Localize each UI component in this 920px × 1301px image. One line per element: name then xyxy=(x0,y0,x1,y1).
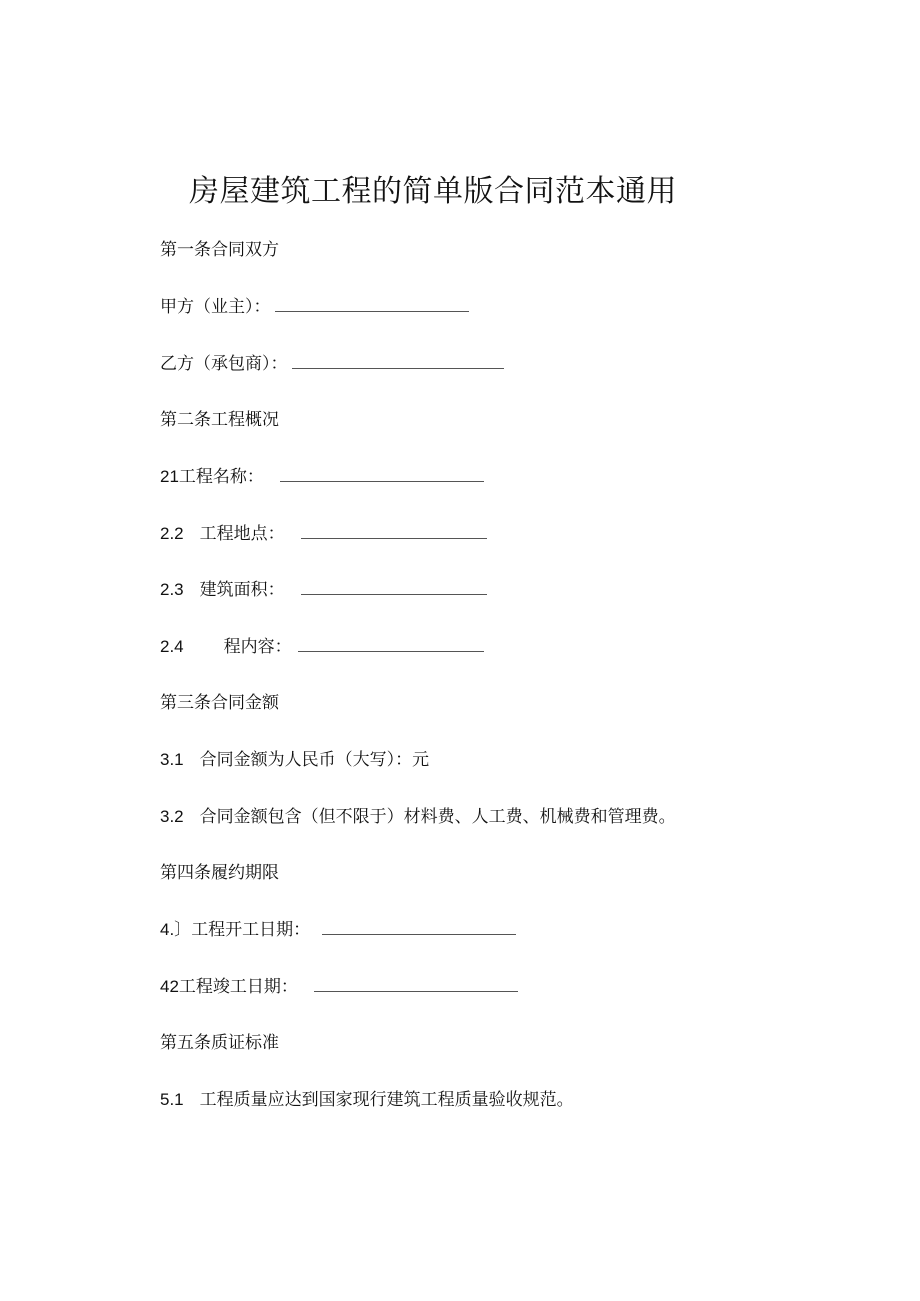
building-area-blank xyxy=(301,580,487,595)
party-b-label: 乙方（承包商）： xyxy=(160,354,288,374)
party-a-label: 甲方（业主）： xyxy=(160,297,271,317)
item-number: 2.4 xyxy=(160,637,184,656)
completion-date-blank xyxy=(314,977,518,992)
contract-amount-text: 合同金额为人民币（大写）：元 xyxy=(199,750,430,770)
contract-amount-line xyxy=(160,748,429,772)
item-number: 2.3 xyxy=(160,580,184,599)
project-location-line xyxy=(160,522,487,546)
project-name-line xyxy=(160,465,484,489)
item-number: 3.2 xyxy=(160,807,184,826)
start-date-blank xyxy=(322,920,516,935)
item-number: 2.2 xyxy=(160,524,184,543)
party-a-line xyxy=(160,295,469,319)
project-location-blank xyxy=(301,524,487,539)
item-number: 4.〕 xyxy=(160,920,192,939)
item-number: 21 xyxy=(160,467,179,486)
article-5-heading: 第五条质证标准 xyxy=(160,1033,279,1053)
article-2-heading: 第二条工程概况 xyxy=(160,410,279,430)
article-3-heading: 第三条合同金额 xyxy=(160,693,279,713)
project-name-blank xyxy=(280,467,484,482)
item-number: 42 xyxy=(160,977,179,996)
amount-scope-line xyxy=(160,805,676,829)
start-date-label: 工程开工日期： xyxy=(191,920,311,940)
start-date-line xyxy=(160,918,516,942)
building-area-line xyxy=(160,578,487,602)
project-content-label: 程内容： xyxy=(223,637,292,657)
party-b-line xyxy=(160,352,504,376)
document-title: 房屋建筑工程的简单版合同范本通用 xyxy=(189,174,677,209)
completion-date-line xyxy=(160,975,518,999)
building-area-label: 建筑面积： xyxy=(199,580,285,600)
party-a-blank xyxy=(275,297,469,312)
project-content-blank xyxy=(298,637,484,652)
item-number: 3.1 xyxy=(160,750,184,769)
project-name-label: 工程名称： xyxy=(178,467,264,487)
party-b-blank xyxy=(292,354,504,369)
completion-date-label: 工程竣工日期： xyxy=(178,977,298,997)
project-location-label: 工程地点： xyxy=(199,524,285,544)
quality-standard-line xyxy=(160,1088,574,1112)
item-number: 5.1 xyxy=(160,1090,184,1109)
quality-standard-text: 工程质量应达到国家现行建筑工程质量验收规范。 xyxy=(199,1090,574,1110)
project-content-line xyxy=(160,635,484,659)
amount-scope-text: 合同金额包含（但不限于）材料费、人工费、机械费和管理费。 xyxy=(199,807,676,827)
article-1-heading: 第一条合同双方 xyxy=(160,240,279,260)
article-4-heading: 第四条履约期限 xyxy=(160,863,279,883)
